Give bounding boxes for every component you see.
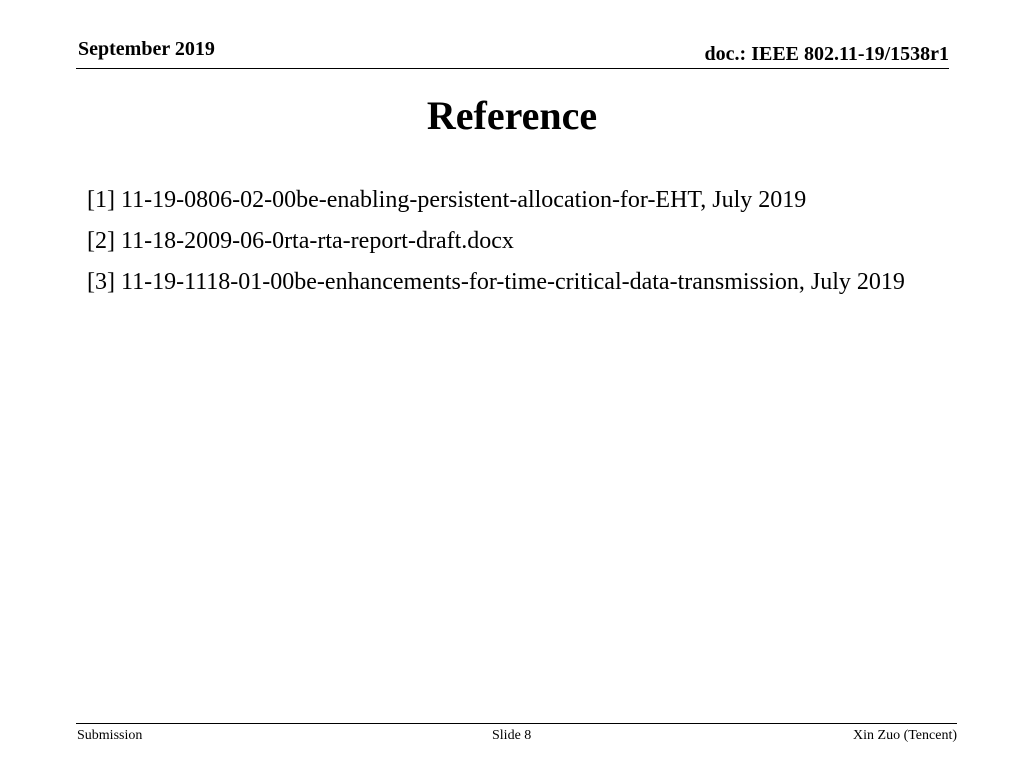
reference-list [87,183,917,306]
footer-divider [76,723,957,724]
reference-item-2: [2] 11-18-2009-06-0rta-rta-report-draft.docx [87,228,514,254]
header-doc-id: doc.: IEEE 802.11-19/1538r1 [704,43,949,65]
footer-author: Xin Zuo (Tencent) [853,728,957,743]
slide-title: Reference [426,93,598,138]
footer-submission: Submission [77,728,143,743]
footer-slide-number: Slide 8 [492,728,532,743]
reference-item-3: [3] 11-19-1118-01-00be-enhancements-for-time-critical-data-transmission, July 2019 [87,269,905,295]
header-divider [76,68,949,69]
header-date: September 2019 [78,38,215,60]
reference-item-1: [1] 11-19-0806-02-00be-enabling-persistent-allocation-for-EHT, July 2019 [87,187,807,213]
